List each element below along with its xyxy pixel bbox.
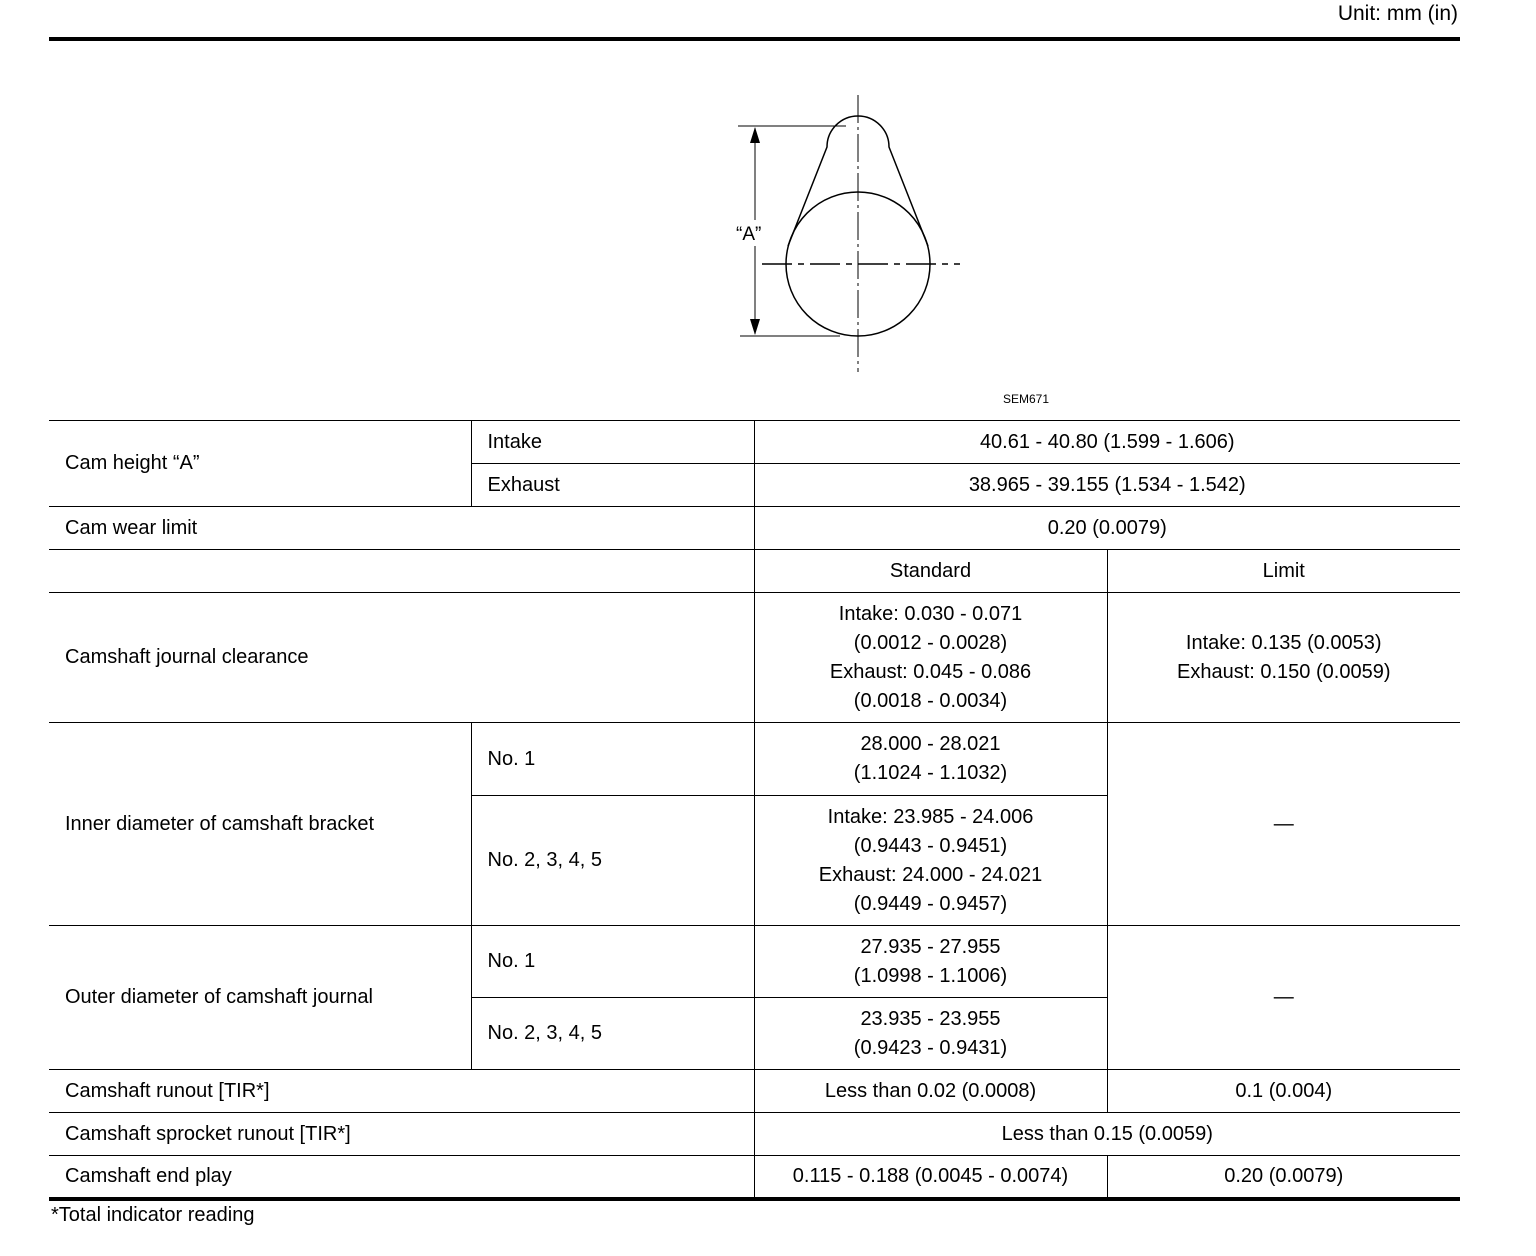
intake-value: 40.61 - 40.80 (1.599 - 1.606) [754,421,1460,464]
value-line: Exhaust: 0.045 - 0.086 [829,660,1032,683]
value-line: 27.935 - 27.955 [860,935,1001,958]
value-line: Exhaust: 24.000 - 24.021 [818,863,1043,886]
journal-od-limit: — [1107,926,1460,1070]
end-play-limit: 0.20 (0.0079) [1107,1156,1460,1199]
header-blank [49,550,754,593]
journal-od-no2-label: No. 2, 3, 4, 5 [471,998,754,1070]
top-rule [49,37,1460,41]
value-line: Intake: 0.135 (0.0053) [1185,631,1382,654]
bracket-no2-value [754,796,1107,926]
intake-label: Intake [471,421,754,464]
cam-wear-value: 0.20 (0.0079) [754,507,1460,550]
bracket-no2-label: No. 2, 3, 4, 5 [471,796,754,926]
value-line: (1.1024 - 1.1032) [853,762,1008,784]
header-limit: Limit [1107,550,1460,593]
runout-limit: 0.1 (0.004) [1107,1070,1460,1113]
bracket-label: Inner diameter of camshaft bracket [49,723,471,926]
journal-clearance-label: Camshaft journal clearance [49,593,754,723]
exhaust-label: Exhaust [471,464,754,507]
runout-standard: Less than 0.02 (0.0008) [754,1070,1107,1113]
value-line: (0.9449 - 0.9457) [853,892,1008,915]
bracket-no1-label: No. 1 [471,723,754,796]
cam-height-diagram [700,80,1080,400]
value-line: 28.000 - 28.021 [860,733,1001,755]
bracket-limit: — [1107,723,1460,926]
sprocket-runout-label: Camshaft sprocket runout [TIR*] [49,1113,754,1156]
journal-clearance-standard [754,593,1107,723]
unit-label: Unit: mm (in) [1337,2,1458,25]
journal-od-no1-label: No. 1 [471,926,754,998]
value-line: (0.9423 - 0.9431) [853,1036,1008,1059]
value-line: Exhaust: 0.150 (0.0059) [1177,660,1391,683]
bracket-no1-value [754,723,1107,796]
end-play-standard: 0.115 - 0.188 (0.0045 - 0.0074) [754,1156,1107,1199]
value-line: (1.0998 - 1.1006) [853,964,1008,987]
header-standard: Standard [754,550,1107,593]
footnote: *Total indicator reading [51,1204,255,1226]
value-line: 23.935 - 23.955 [860,1007,1001,1030]
journal-clearance-limit [1107,593,1460,723]
sprocket-runout-value: Less than 0.15 (0.0059) [754,1113,1460,1156]
cam-height-label: Cam height “A” [49,421,471,507]
value-line: (0.0018 - 0.0034) [853,689,1008,712]
exhaust-value: 38.965 - 39.155 (1.534 - 1.542) [754,464,1460,507]
value-line: Intake: 0.030 - 0.071 [838,602,1023,625]
journal-od-no1-value [754,926,1107,998]
cam-wear-label: Cam wear limit [49,507,754,550]
value-line: Intake: 23.985 - 24.006 [827,805,1034,828]
value-line: (0.0012 - 0.0028) [853,631,1008,654]
value-line: (0.9443 - 0.9451) [853,834,1008,857]
runout-label: Camshaft runout [TIR*] [49,1070,754,1113]
dimension-label: “A” [736,224,762,245]
figure-id: SEM671 [1003,392,1050,406]
camshaft-spec-table [49,420,1460,1201]
journal-od-label: Outer diameter of camshaft journal [49,926,471,1070]
journal-od-no2-value [754,998,1107,1070]
end-play-label: Camshaft end play [49,1156,754,1199]
